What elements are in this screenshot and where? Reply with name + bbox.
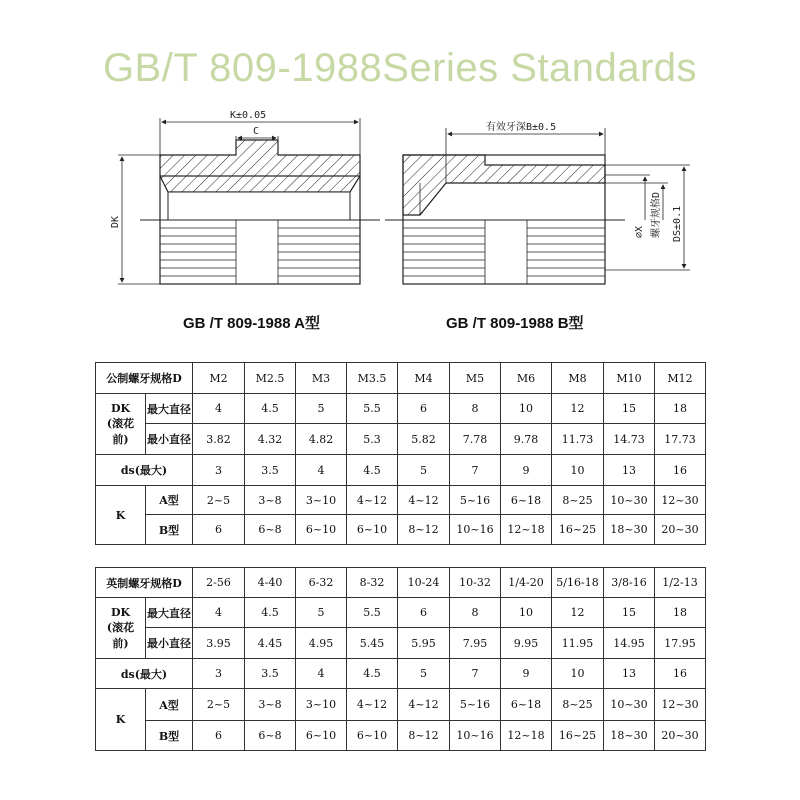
type-a-cell: 3~8 bbox=[245, 486, 296, 515]
size-cell: M2 bbox=[193, 363, 245, 394]
type-b-cell: 20~30 bbox=[655, 721, 706, 751]
type-b-cell: 6 bbox=[193, 721, 245, 751]
min-cell: 3.95 bbox=[193, 628, 245, 659]
type-a-cell: 2~5 bbox=[193, 689, 245, 721]
type-b-cell: 8~12 bbox=[398, 721, 450, 751]
drawing-b-caption: GB /T 809-1988 B型 bbox=[446, 315, 584, 332]
min-cell: 5.3 bbox=[347, 424, 398, 455]
ds-cell: 13 bbox=[604, 659, 655, 689]
ds-cell: 4.5 bbox=[347, 455, 398, 486]
min-cell: 4.95 bbox=[296, 628, 347, 659]
type-a-cell: 10~30 bbox=[604, 486, 655, 515]
ds-cell: 10 bbox=[552, 455, 604, 486]
type-b-cell: 12~18 bbox=[501, 721, 552, 751]
max-cell: 8 bbox=[450, 394, 501, 424]
ds-label: ds(最大) bbox=[96, 455, 193, 486]
size-cell: 5/16-18 bbox=[552, 568, 604, 598]
size-cell: M3 bbox=[296, 363, 347, 394]
type-a-cell: 12~30 bbox=[655, 486, 706, 515]
min-cell: 17.73 bbox=[655, 424, 706, 455]
max-cell: 10 bbox=[501, 598, 552, 628]
type-a-cell: 4~12 bbox=[347, 689, 398, 721]
type-a-cell: 2~5 bbox=[193, 486, 245, 515]
min-cell: 11.73 bbox=[552, 424, 604, 455]
ds-cell: 3 bbox=[193, 659, 245, 689]
ds-cell: 4 bbox=[296, 455, 347, 486]
min-cell: 14.95 bbox=[604, 628, 655, 659]
dk-label-line: DK bbox=[110, 401, 131, 415]
size-cell: M4 bbox=[398, 363, 450, 394]
dk-label-line: (滚花 bbox=[106, 620, 135, 634]
min-cell: 11.95 bbox=[552, 628, 604, 659]
ds-cell: 16 bbox=[655, 455, 706, 486]
dk-label bbox=[96, 394, 146, 455]
type-b-cell: 10~16 bbox=[450, 515, 501, 545]
size-cell: 4-40 bbox=[245, 568, 296, 598]
type-b-cell: 16~25 bbox=[552, 515, 604, 545]
dk-label bbox=[96, 598, 146, 659]
size-cell: M2.5 bbox=[245, 363, 296, 394]
type-b-label: B型 bbox=[146, 721, 193, 751]
size-cell: 8-32 bbox=[347, 568, 398, 598]
ds-cell: 7 bbox=[450, 659, 501, 689]
table-row bbox=[96, 424, 706, 455]
type-a-cell: 4~12 bbox=[398, 486, 450, 515]
ds-cell: 7 bbox=[450, 455, 501, 486]
thread-size-header: 公制螺牙规格D bbox=[96, 363, 193, 394]
table-row bbox=[96, 628, 706, 659]
type-a-label: A型 bbox=[146, 689, 193, 721]
ds-cell: 3.5 bbox=[245, 659, 296, 689]
type-a-cell: 10~30 bbox=[604, 689, 655, 721]
table-row bbox=[96, 455, 706, 486]
ds-cell: 9 bbox=[501, 455, 552, 486]
max-cell: 5 bbox=[296, 598, 347, 628]
type-a-cell: 5~16 bbox=[450, 689, 501, 721]
table-row bbox=[96, 515, 706, 545]
type-a-cell: 3~10 bbox=[296, 486, 347, 515]
size-cell: 1/4-20 bbox=[501, 568, 552, 598]
size-cell: 6-32 bbox=[296, 568, 347, 598]
min-cell: 4.32 bbox=[245, 424, 296, 455]
ds-cell: 3 bbox=[193, 455, 245, 486]
type-a-cell: 6~18 bbox=[501, 486, 552, 515]
max-cell: 15 bbox=[604, 598, 655, 628]
min-cell: 9.78 bbox=[501, 424, 552, 455]
ds-cell: 10 bbox=[552, 659, 604, 689]
size-cell: M12 bbox=[655, 363, 706, 394]
ds-cell: 16 bbox=[655, 659, 706, 689]
max-cell: 5 bbox=[296, 394, 347, 424]
max-cell: 6 bbox=[398, 598, 450, 628]
max-cell: 4.5 bbox=[245, 598, 296, 628]
ds-cell: 4 bbox=[296, 659, 347, 689]
dim-x-label: ⌀X bbox=[634, 225, 645, 238]
max-diameter-label: 最大直径 bbox=[146, 598, 193, 628]
max-cell: 10 bbox=[501, 394, 552, 424]
ds-cell: 5 bbox=[398, 659, 450, 689]
min-diameter-label: 最小直径 bbox=[146, 628, 193, 659]
type-a-label: A型 bbox=[146, 486, 193, 515]
dk-label-line: 前) bbox=[112, 432, 129, 446]
dim-ds-label: DS±0.1 bbox=[672, 205, 683, 242]
size-cell: M5 bbox=[450, 363, 501, 394]
ds-cell: 5 bbox=[398, 455, 450, 486]
min-cell: 5.95 bbox=[398, 628, 450, 659]
ds-cell: 9 bbox=[501, 659, 552, 689]
type-a-cell: 3~10 bbox=[296, 689, 347, 721]
max-diameter-label: 最大直径 bbox=[146, 394, 193, 424]
max-cell: 15 bbox=[604, 394, 655, 424]
size-cell: 10-32 bbox=[450, 568, 501, 598]
drawing-a-caption: GB /T 809-1988 A型 bbox=[183, 315, 320, 332]
ds-cell: 13 bbox=[604, 455, 655, 486]
min-cell: 7.95 bbox=[450, 628, 501, 659]
type-b-cell: 6~10 bbox=[296, 515, 347, 545]
size-cell: M10 bbox=[604, 363, 655, 394]
imperial-spec-table bbox=[95, 567, 706, 751]
min-cell: 4.45 bbox=[245, 628, 296, 659]
type-b-cell: 12~18 bbox=[501, 515, 552, 545]
table-row bbox=[96, 486, 706, 515]
max-cell: 18 bbox=[655, 394, 706, 424]
table-row bbox=[96, 689, 706, 721]
min-cell: 14.73 bbox=[604, 424, 655, 455]
thread-size-header: 英制螺牙规格D bbox=[96, 568, 193, 598]
min-cell: 5.82 bbox=[398, 424, 450, 455]
ds-label: ds(最大) bbox=[96, 659, 193, 689]
max-cell: 5.5 bbox=[347, 598, 398, 628]
max-cell: 18 bbox=[655, 598, 706, 628]
dim-k-label: K±0.05 bbox=[230, 110, 267, 121]
max-cell: 12 bbox=[552, 598, 604, 628]
min-cell: 17.95 bbox=[655, 628, 706, 659]
size-cell: 2-56 bbox=[193, 568, 245, 598]
type-b-label: B型 bbox=[146, 515, 193, 545]
type-b-cell: 8~12 bbox=[398, 515, 450, 545]
size-cell: 3/8-16 bbox=[604, 568, 655, 598]
dk-label-line: (滚花 bbox=[106, 416, 135, 430]
max-cell: 12 bbox=[552, 394, 604, 424]
max-cell: 4.5 bbox=[245, 394, 296, 424]
type-b-cell: 16~25 bbox=[552, 721, 604, 751]
type-a-cell: 4~12 bbox=[347, 486, 398, 515]
type-a-cell: 5~16 bbox=[450, 486, 501, 515]
type-b-cell: 6 bbox=[193, 515, 245, 545]
type-b-cell: 20~30 bbox=[655, 515, 706, 545]
type-a-cell: 8~25 bbox=[552, 486, 604, 515]
min-cell: 5.45 bbox=[347, 628, 398, 659]
drawing-a bbox=[110, 110, 380, 284]
size-cell: M3.5 bbox=[347, 363, 398, 394]
dk-label-line: 前) bbox=[112, 636, 129, 650]
min-cell: 7.78 bbox=[450, 424, 501, 455]
dim-thread-label: 螺牙规格D bbox=[651, 191, 662, 238]
size-cell: M8 bbox=[552, 363, 604, 394]
k-label: K bbox=[96, 486, 146, 545]
type-a-cell: 4~12 bbox=[398, 689, 450, 721]
type-b-cell: 6~8 bbox=[245, 515, 296, 545]
size-cell: 10-24 bbox=[398, 568, 450, 598]
max-cell: 4 bbox=[193, 598, 245, 628]
drawing-b bbox=[385, 120, 690, 284]
type-b-cell: 6~10 bbox=[347, 721, 398, 751]
technical-drawings bbox=[0, 100, 800, 300]
type-a-cell: 12~30 bbox=[655, 689, 706, 721]
dim-dk-label: DK bbox=[110, 215, 121, 228]
table-row bbox=[96, 394, 706, 424]
type-a-cell: 3~8 bbox=[245, 689, 296, 721]
type-b-cell: 18~30 bbox=[604, 721, 655, 751]
min-cell: 3.82 bbox=[193, 424, 245, 455]
dk-label-line: DK bbox=[110, 605, 131, 619]
max-cell: 6 bbox=[398, 394, 450, 424]
table-row bbox=[96, 659, 706, 689]
min-diameter-label: 最小直径 bbox=[146, 424, 193, 455]
max-cell: 5.5 bbox=[347, 394, 398, 424]
min-cell: 4.82 bbox=[296, 424, 347, 455]
type-a-cell: 6~18 bbox=[501, 689, 552, 721]
type-a-cell: 8~25 bbox=[552, 689, 604, 721]
type-b-cell: 18~30 bbox=[604, 515, 655, 545]
k-label: K bbox=[96, 689, 146, 751]
size-cell: 1/2-13 bbox=[655, 568, 706, 598]
dim-c-label: C bbox=[253, 126, 260, 137]
ds-cell: 3.5 bbox=[245, 455, 296, 486]
table-row bbox=[96, 363, 706, 394]
max-cell: 8 bbox=[450, 598, 501, 628]
page-title: GB/T 809-1988Series Standards bbox=[102, 46, 698, 90]
type-b-cell: 6~10 bbox=[296, 721, 347, 751]
min-cell: 9.95 bbox=[501, 628, 552, 659]
type-b-cell: 6~10 bbox=[347, 515, 398, 545]
table-row bbox=[96, 598, 706, 628]
ds-cell: 4.5 bbox=[347, 659, 398, 689]
type-b-cell: 10~16 bbox=[450, 721, 501, 751]
dim-depth-label: 有效牙深B±0.5 bbox=[486, 122, 557, 133]
table-row bbox=[96, 568, 706, 598]
size-cell: M6 bbox=[501, 363, 552, 394]
table-row bbox=[96, 721, 706, 751]
type-b-cell: 6~8 bbox=[245, 721, 296, 751]
metric-spec-table bbox=[95, 362, 706, 545]
max-cell: 4 bbox=[193, 394, 245, 424]
